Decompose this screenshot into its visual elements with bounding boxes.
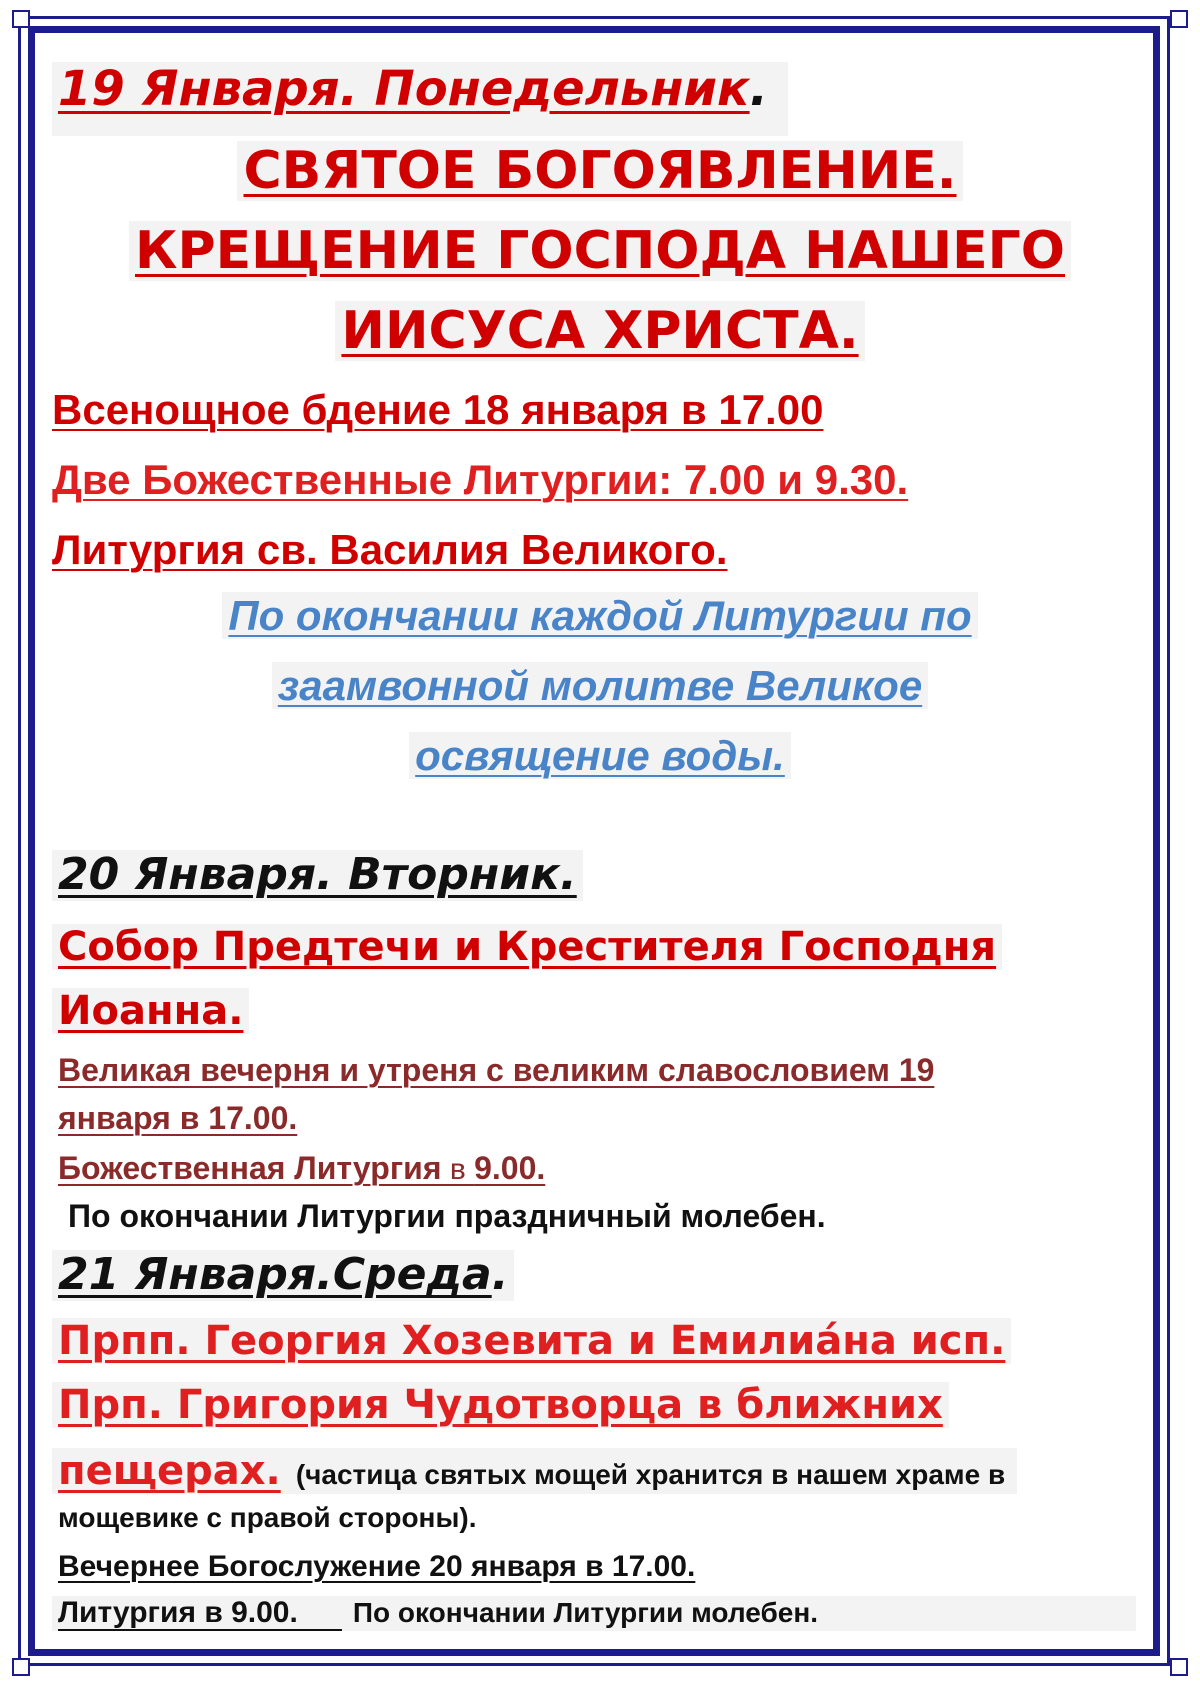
border-corner-top-left	[12, 10, 30, 28]
jan20-liturgy-row	[58, 1150, 545, 1188]
jan20-feast-line1-row	[52, 924, 1002, 970]
jan19-water-line1-row	[0, 592, 1200, 640]
jan19-water-line2: заамвонной молитве Великое	[272, 662, 928, 709]
jan19-liturgies: Две Божественные Литургии: 7.00 и 9.30.	[52, 456, 909, 503]
jan21-saints-line3-row	[52, 1448, 1017, 1494]
jan20-vespers-line1-row	[58, 1052, 934, 1089]
jan21-saints-line1: Прпп. Георгия Хозевита и Емилиа́на исп.	[58, 1318, 1006, 1364]
jan20-vespers-line2-row	[58, 1100, 297, 1137]
jan19-water-line3-row	[0, 732, 1200, 780]
jan19-water-line1: По окончании каждой Литургии по	[222, 592, 977, 639]
jan21-vespers-row	[58, 1550, 695, 1585]
jan21-saints-line3: пещерах.	[58, 1448, 281, 1494]
jan19-water-line2-row	[0, 662, 1200, 710]
jan21-date-dot: .	[491, 1249, 509, 1300]
jan19-date-heading	[52, 62, 788, 136]
jan19-basil: Литургия св. Василия Великого.	[52, 526, 728, 573]
jan21-relic-note-line2: мощевике с правой стороны).	[58, 1502, 477, 1533]
border-corner-top-right	[1170, 10, 1188, 28]
jan21-moleben: По окончании Литургии молебен.	[352, 1597, 819, 1628]
jan21-date-heading	[52, 1250, 514, 1301]
jan21-relic-note-line2-row	[58, 1502, 476, 1534]
jan19-water-line3: освящение воды.	[409, 732, 791, 779]
jan20-date-heading	[52, 850, 583, 901]
jan21-relic-note-line1: (частица святых мощей хранится в нашем храме в	[295, 1459, 1006, 1490]
border-corner-bottom-right	[1170, 1658, 1188, 1676]
jan20-liturgy-in: в	[441, 1153, 475, 1186]
jan21-date-text: 21 Января.Среда	[58, 1249, 492, 1300]
jan20-feast-line1: Собор Предтечи и Крестителя Господня	[58, 924, 997, 970]
jan20-vespers-line1: Великая вечерня и утреня с великим славословием 19	[58, 1052, 935, 1088]
jan20-feast-line2: Иоанна.	[58, 988, 244, 1034]
jan21-saints-line2-row	[52, 1382, 949, 1428]
jan20-date-text: 20 Января. Вторник.	[58, 849, 577, 900]
jan21-liturgy-row	[52, 1596, 1136, 1631]
jan20-feast-line2-row	[52, 988, 249, 1034]
jan19-vigil: Всенощное бдение 18 января в 17.00	[52, 386, 824, 433]
jan19-basil-row	[52, 526, 728, 574]
jan20-liturgy-time: 9.00.	[474, 1150, 546, 1186]
jan19-feast-line3-row	[0, 302, 1200, 362]
jan20-liturgy-label: Божественная Литургия	[58, 1150, 442, 1186]
jan19-date-text: 19 Января. Понедельник	[58, 61, 750, 117]
jan19-date-dot: .	[749, 61, 768, 117]
jan21-vespers: Вечернее Богослужение 20 января в 17.00.	[58, 1550, 696, 1583]
jan20-vespers-line2: января в 17.00.	[58, 1100, 298, 1136]
jan20-moleben: По окончании Литургии праздничный молебен.	[68, 1198, 826, 1234]
jan21-saints-line2: Прп. Григория Чудотворца в ближних	[58, 1382, 943, 1428]
jan19-feast-line1-row	[0, 142, 1200, 202]
border-corner-bottom-left	[12, 1658, 30, 1676]
jan19-feast-line2-row	[0, 222, 1200, 282]
jan19-feast-line3: ИИСУСА ХРИСТА.	[335, 301, 864, 361]
jan21-liturgy: Литургия в 9.00.	[58, 1596, 342, 1631]
jan19-vigil-row	[52, 386, 823, 434]
jan20-moleben-row	[68, 1198, 826, 1235]
jan19-feast-line1: СВЯТОЕ БОГОЯВЛЕНИЕ.	[237, 141, 962, 201]
jan19-feast-line2: КРЕЩЕНИЕ ГОСПОДА НАШЕГО	[129, 221, 1071, 281]
jan19-liturgies-row	[52, 456, 908, 504]
jan21-saints-line1-row	[52, 1318, 1011, 1364]
